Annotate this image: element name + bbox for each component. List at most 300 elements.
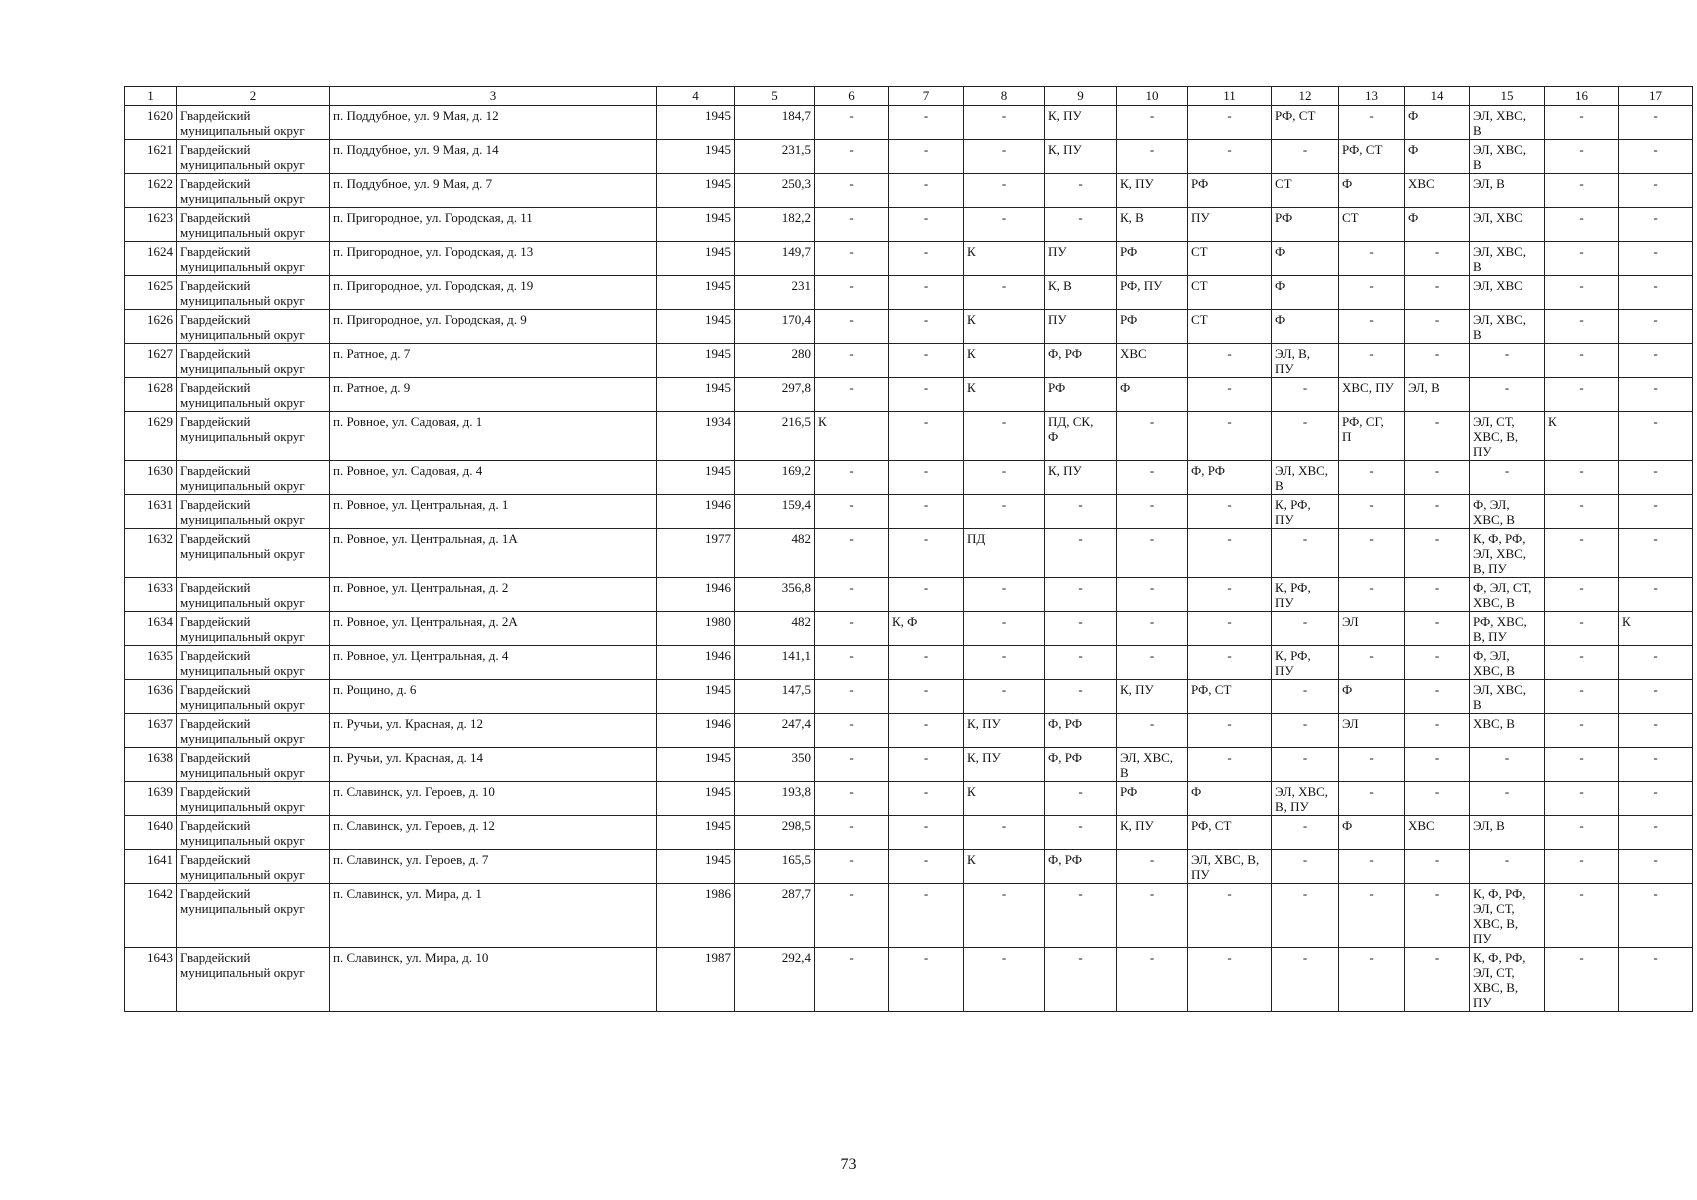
table-cell: РФ bbox=[1117, 782, 1188, 816]
table-cell: - bbox=[1545, 948, 1619, 1012]
table-cell: - bbox=[1272, 850, 1339, 884]
table-cell: ПУ bbox=[1188, 208, 1272, 242]
table-cell: п. Ратное, д. 9 bbox=[330, 378, 657, 412]
table-cell: 1945 bbox=[657, 208, 735, 242]
table-cell: 1628 bbox=[125, 378, 177, 412]
table-cell: - bbox=[1272, 412, 1339, 461]
table-cell: Гвардейский муниципальный округ bbox=[177, 948, 330, 1012]
table-cell: - bbox=[889, 680, 964, 714]
table-cell: Гвардейский муниципальный округ bbox=[177, 782, 330, 816]
table-cell: 1634 bbox=[125, 612, 177, 646]
table-cell: 165,5 bbox=[735, 850, 815, 884]
table-cell: К, Ф bbox=[889, 612, 964, 646]
table-cell: К, ПУ bbox=[964, 748, 1045, 782]
table-cell: - bbox=[815, 174, 889, 208]
table-cell: К bbox=[1619, 612, 1693, 646]
table-cell: 1643 bbox=[125, 948, 177, 1012]
table-cell: - bbox=[815, 276, 889, 310]
table-cell: Гвардейский муниципальный округ bbox=[177, 174, 330, 208]
table-cell: - bbox=[889, 850, 964, 884]
table-cell: К, ПУ bbox=[1045, 140, 1117, 174]
table-cell: - bbox=[1188, 714, 1272, 748]
table-cell: ЭЛ, В bbox=[1405, 378, 1470, 412]
table-cell: - bbox=[1470, 850, 1545, 884]
table-cell: 292,4 bbox=[735, 948, 815, 1012]
table-cell: п. Поддубное, ул. 9 Мая, д. 12 bbox=[330, 106, 657, 140]
table-cell: - bbox=[1339, 529, 1405, 578]
table-cell: 1980 bbox=[657, 612, 735, 646]
table-cell: ЭЛ, СТ, ХВС, В, ПУ bbox=[1470, 412, 1545, 461]
table-cell: - bbox=[1339, 748, 1405, 782]
table-cell: 1945 bbox=[657, 816, 735, 850]
table-cell: - bbox=[815, 578, 889, 612]
table-cell: - bbox=[1545, 276, 1619, 310]
table-cell: 1946 bbox=[657, 578, 735, 612]
table-cell: - bbox=[1188, 412, 1272, 461]
table-cell: - bbox=[1272, 378, 1339, 412]
table-cell: - bbox=[1545, 378, 1619, 412]
table-cell: - bbox=[1339, 782, 1405, 816]
table-cell: - bbox=[1272, 140, 1339, 174]
table-cell: - bbox=[964, 174, 1045, 208]
table-cell: - bbox=[889, 310, 964, 344]
table-cell: Ф, РФ bbox=[1045, 344, 1117, 378]
table-cell: Гвардейский муниципальный округ bbox=[177, 208, 330, 242]
table-cell: - bbox=[1405, 412, 1470, 461]
table-cell: - bbox=[1619, 948, 1693, 1012]
table-cell: - bbox=[1545, 344, 1619, 378]
table-cell: - bbox=[1619, 884, 1693, 948]
table-cell: 1977 bbox=[657, 529, 735, 578]
table-cell: Гвардейский муниципальный округ bbox=[177, 529, 330, 578]
table-cell: - bbox=[1545, 646, 1619, 680]
table-cell: РФ bbox=[1117, 310, 1188, 344]
column-header: 9 bbox=[1045, 87, 1117, 106]
table-cell: ХВС bbox=[1405, 816, 1470, 850]
table-cell: 1638 bbox=[125, 748, 177, 782]
table-cell: 1987 bbox=[657, 948, 735, 1012]
table-row bbox=[125, 174, 1693, 208]
table-cell: Ф, ЭЛ, ХВС, В bbox=[1470, 646, 1545, 680]
table-cell: 1633 bbox=[125, 578, 177, 612]
table-cell: - bbox=[1188, 495, 1272, 529]
table-cell: 159,4 bbox=[735, 495, 815, 529]
table-cell: РФ bbox=[1188, 174, 1272, 208]
table-cell: Гвардейский муниципальный округ bbox=[177, 276, 330, 310]
column-header: 6 bbox=[815, 87, 889, 106]
table-cell: 231 bbox=[735, 276, 815, 310]
table-cell: - bbox=[889, 748, 964, 782]
table-cell: - bbox=[1117, 948, 1188, 1012]
table-cell: 250,3 bbox=[735, 174, 815, 208]
table-cell: Ф, РФ bbox=[1188, 461, 1272, 495]
table-cell: - bbox=[815, 242, 889, 276]
table-cell: ЭЛ, В bbox=[1470, 816, 1545, 850]
table-cell: - bbox=[1117, 612, 1188, 646]
table-cell: К, ПУ bbox=[964, 714, 1045, 748]
table-cell: 1946 bbox=[657, 495, 735, 529]
table-cell: К bbox=[1545, 412, 1619, 461]
table-cell: - bbox=[1619, 714, 1693, 748]
table-cell: - bbox=[1619, 242, 1693, 276]
table-cell: п. Ровное, ул. Садовая, д. 1 bbox=[330, 412, 657, 461]
table-cell: п. Ровное, ул. Центральная, д. 1 bbox=[330, 495, 657, 529]
table-cell: - bbox=[815, 646, 889, 680]
table-cell: Гвардейский муниципальный округ bbox=[177, 748, 330, 782]
table-cell: п. Ручьи, ул. Красная, д. 12 bbox=[330, 714, 657, 748]
column-header: 13 bbox=[1339, 87, 1405, 106]
table-cell: - bbox=[815, 378, 889, 412]
table-cell: Гвардейский муниципальный округ bbox=[177, 310, 330, 344]
table-cell: ЭЛ, ХВС bbox=[1470, 208, 1545, 242]
table-cell: - bbox=[964, 208, 1045, 242]
table-cell: - bbox=[1619, 748, 1693, 782]
table-cell: Гвардейский муниципальный округ bbox=[177, 884, 330, 948]
table-cell: - bbox=[1619, 578, 1693, 612]
table-cell: 280 bbox=[735, 344, 815, 378]
table-cell: Гвардейский муниципальный округ bbox=[177, 140, 330, 174]
table-cell: - bbox=[1470, 782, 1545, 816]
table-cell: - bbox=[1188, 344, 1272, 378]
column-header: 2 bbox=[177, 87, 330, 106]
table-cell: - bbox=[1619, 140, 1693, 174]
table-cell: п. Ратное, д. 7 bbox=[330, 344, 657, 378]
table-cell: 1945 bbox=[657, 242, 735, 276]
table-cell: - bbox=[1188, 646, 1272, 680]
table-cell: СТ bbox=[1339, 208, 1405, 242]
table-cell: - bbox=[889, 884, 964, 948]
table-cell: СТ bbox=[1188, 242, 1272, 276]
table-cell: - bbox=[964, 412, 1045, 461]
table-row bbox=[125, 310, 1693, 344]
table-cell: - bbox=[1117, 646, 1188, 680]
table-cell: - bbox=[1117, 412, 1188, 461]
table-cell: - bbox=[1545, 529, 1619, 578]
table-cell: РФ bbox=[1272, 208, 1339, 242]
table-cell: Ф bbox=[1272, 310, 1339, 344]
table-cell: 287,7 bbox=[735, 884, 815, 948]
table-cell: Гвардейский муниципальный округ bbox=[177, 106, 330, 140]
table-cell: 356,8 bbox=[735, 578, 815, 612]
table-row bbox=[125, 782, 1693, 816]
table-cell: К, РФ, ПУ bbox=[1272, 646, 1339, 680]
table-cell: 184,7 bbox=[735, 106, 815, 140]
table-cell: - bbox=[1045, 948, 1117, 1012]
table-cell: ЭЛ, ХВС bbox=[1470, 276, 1545, 310]
table-cell: Ф bbox=[1405, 140, 1470, 174]
table-cell: РФ, ХВС, В, ПУ bbox=[1470, 612, 1545, 646]
table-row bbox=[125, 816, 1693, 850]
table-cell: 1945 bbox=[657, 748, 735, 782]
table-cell: - bbox=[1619, 310, 1693, 344]
column-header: 17 bbox=[1619, 87, 1693, 106]
table-cell: - bbox=[889, 816, 964, 850]
table-cell: К bbox=[964, 378, 1045, 412]
table-cell: Гвардейский муниципальный округ bbox=[177, 680, 330, 714]
table-cell: Ф bbox=[1117, 378, 1188, 412]
column-header: 3 bbox=[330, 87, 657, 106]
table-cell: РФ bbox=[1045, 378, 1117, 412]
table-cell: ЭЛ, В bbox=[1470, 174, 1545, 208]
table-cell: - bbox=[1405, 850, 1470, 884]
table-cell: - bbox=[1545, 310, 1619, 344]
table-cell: Гвардейский муниципальный округ bbox=[177, 495, 330, 529]
table-cell: - bbox=[1619, 208, 1693, 242]
table-cell: - bbox=[1117, 714, 1188, 748]
table-cell: - bbox=[1272, 948, 1339, 1012]
table-cell: К bbox=[815, 412, 889, 461]
table-cell: - bbox=[1339, 884, 1405, 948]
table-cell: - bbox=[1045, 578, 1117, 612]
table-cell: - bbox=[1405, 344, 1470, 378]
table-cell: - bbox=[1117, 578, 1188, 612]
table-cell: - bbox=[1619, 276, 1693, 310]
table-cell: К, ПУ bbox=[1117, 174, 1188, 208]
table-cell: - bbox=[1619, 816, 1693, 850]
table-cell: - bbox=[1045, 816, 1117, 850]
table-cell: 1623 bbox=[125, 208, 177, 242]
table-cell: 169,2 bbox=[735, 461, 815, 495]
table-cell: 141,1 bbox=[735, 646, 815, 680]
table-cell: - bbox=[1619, 174, 1693, 208]
table-cell: 1945 bbox=[657, 344, 735, 378]
table-cell: - bbox=[815, 310, 889, 344]
column-header: 5 bbox=[735, 87, 815, 106]
table-cell: ЭЛ, ХВС, В bbox=[1470, 140, 1545, 174]
table-cell: - bbox=[1405, 884, 1470, 948]
table-cell: Гвардейский муниципальный округ bbox=[177, 714, 330, 748]
table-cell: - bbox=[1545, 495, 1619, 529]
table-cell: - bbox=[1045, 208, 1117, 242]
table-cell: - bbox=[1117, 850, 1188, 884]
table-cell: СТ bbox=[1188, 310, 1272, 344]
table-cell: - bbox=[889, 461, 964, 495]
table-cell: - bbox=[1405, 310, 1470, 344]
table-cell: 1945 bbox=[657, 680, 735, 714]
table-cell: ЭЛ bbox=[1339, 612, 1405, 646]
table-cell: РФ, СГ, П bbox=[1339, 412, 1405, 461]
table-cell: СТ bbox=[1188, 276, 1272, 310]
table-cell: п. Поддубное, ул. 9 Мая, д. 14 bbox=[330, 140, 657, 174]
table-cell: - bbox=[1339, 344, 1405, 378]
table-cell: - bbox=[815, 344, 889, 378]
table-cell: 1945 bbox=[657, 140, 735, 174]
table-cell: - bbox=[815, 106, 889, 140]
table-cell: К bbox=[964, 344, 1045, 378]
table-cell: - bbox=[889, 578, 964, 612]
table-row bbox=[125, 276, 1693, 310]
table-cell: 1945 bbox=[657, 461, 735, 495]
table-cell: - bbox=[1339, 495, 1405, 529]
table-row bbox=[125, 106, 1693, 140]
table-header bbox=[125, 87, 1693, 106]
table-cell: 350 bbox=[735, 748, 815, 782]
table-cell: 1635 bbox=[125, 646, 177, 680]
table-cell: - bbox=[1045, 529, 1117, 578]
table-row bbox=[125, 208, 1693, 242]
table-cell: п. Ровное, ул. Центральная, д. 2 bbox=[330, 578, 657, 612]
table-cell: п. Ровное, ул. Центральная, д. 1А bbox=[330, 529, 657, 578]
table-cell: ЭЛ, ХВС, В bbox=[1272, 461, 1339, 495]
table-cell: К, ПУ bbox=[1117, 816, 1188, 850]
page-number: 73 bbox=[840, 1156, 857, 1173]
table-cell: Ф bbox=[1188, 782, 1272, 816]
table-cell: - bbox=[1188, 884, 1272, 948]
table-cell: К bbox=[964, 310, 1045, 344]
table-cell: - bbox=[815, 782, 889, 816]
table-cell: - bbox=[1188, 378, 1272, 412]
table-cell: - bbox=[1339, 242, 1405, 276]
table-cell: ЭЛ, ХВС, В bbox=[1470, 106, 1545, 140]
table-cell: - bbox=[889, 106, 964, 140]
table-cell: - bbox=[1272, 884, 1339, 948]
table-cell: - bbox=[1339, 948, 1405, 1012]
table-cell: - bbox=[1545, 612, 1619, 646]
table-cell: - bbox=[1117, 884, 1188, 948]
table-cell: 1625 bbox=[125, 276, 177, 310]
table-cell: РФ, СТ bbox=[1188, 816, 1272, 850]
table-row bbox=[125, 461, 1693, 495]
table-cell: п. Славинск, ул. Героев, д. 10 bbox=[330, 782, 657, 816]
table-cell: - bbox=[1619, 412, 1693, 461]
table-cell: - bbox=[1188, 948, 1272, 1012]
table-cell: 1627 bbox=[125, 344, 177, 378]
table-row bbox=[125, 242, 1693, 276]
table-cell: 1631 bbox=[125, 495, 177, 529]
table-cell: - bbox=[1045, 884, 1117, 948]
table-row bbox=[125, 612, 1693, 646]
table-cell: К, РФ, ПУ bbox=[1272, 495, 1339, 529]
table-row bbox=[125, 529, 1693, 578]
table-cell: - bbox=[1188, 529, 1272, 578]
table-cell: - bbox=[889, 344, 964, 378]
table-cell: 1986 bbox=[657, 884, 735, 948]
table-cell: - bbox=[1405, 242, 1470, 276]
table-cell: 1934 bbox=[657, 412, 735, 461]
table-cell: - bbox=[815, 884, 889, 948]
table-cell: Гвардейский муниципальный округ bbox=[177, 816, 330, 850]
table-row bbox=[125, 140, 1693, 174]
table-cell: 1945 bbox=[657, 106, 735, 140]
table-cell: - bbox=[815, 140, 889, 174]
table-row bbox=[125, 714, 1693, 748]
table-cell: - bbox=[1117, 461, 1188, 495]
table-cell: п. Ровное, ул. Центральная, д. 4 bbox=[330, 646, 657, 680]
table-cell: 298,5 bbox=[735, 816, 815, 850]
table-cell: - bbox=[1545, 174, 1619, 208]
table-cell: - bbox=[1045, 782, 1117, 816]
table-row bbox=[125, 948, 1693, 1012]
table-cell: - bbox=[1188, 612, 1272, 646]
table-body bbox=[125, 106, 1693, 1012]
table-cell: 147,5 bbox=[735, 680, 815, 714]
table-cell: 1641 bbox=[125, 850, 177, 884]
table-row bbox=[125, 578, 1693, 612]
table-cell: К, В bbox=[1117, 208, 1188, 242]
table-cell: - bbox=[1339, 850, 1405, 884]
table-cell: п. Пригородное, ул. Городская, д. 19 bbox=[330, 276, 657, 310]
table-cell: - bbox=[1470, 461, 1545, 495]
table-cell: ПУ bbox=[1045, 242, 1117, 276]
table-cell: 182,2 bbox=[735, 208, 815, 242]
table-cell: Ф bbox=[1339, 174, 1405, 208]
table-cell: - bbox=[964, 612, 1045, 646]
table-cell: п. Пригородное, ул. Городская, д. 13 bbox=[330, 242, 657, 276]
table-cell: - bbox=[1188, 578, 1272, 612]
table-row bbox=[125, 884, 1693, 948]
table-cell: Гвардейский муниципальный округ bbox=[177, 850, 330, 884]
table-cell: Ф bbox=[1272, 276, 1339, 310]
table-cell: - bbox=[1188, 106, 1272, 140]
table-cell: РФ, СТ bbox=[1339, 140, 1405, 174]
table-cell: - bbox=[1545, 461, 1619, 495]
table-cell: - bbox=[1619, 680, 1693, 714]
table-cell: - bbox=[1117, 140, 1188, 174]
table-cell: 170,4 bbox=[735, 310, 815, 344]
table-cell: - bbox=[1045, 680, 1117, 714]
table-cell: - bbox=[1545, 782, 1619, 816]
table-cell: - bbox=[1405, 714, 1470, 748]
table-cell: - bbox=[1545, 748, 1619, 782]
table-cell: 1945 bbox=[657, 276, 735, 310]
table-cell: 193,8 bbox=[735, 782, 815, 816]
column-header: 1 bbox=[125, 87, 177, 106]
table-cell: - bbox=[1545, 816, 1619, 850]
table-cell: - bbox=[815, 495, 889, 529]
table-cell: Гвардейский муниципальный округ bbox=[177, 461, 330, 495]
table-cell: - bbox=[1470, 748, 1545, 782]
table-cell: Гвардейский муниципальный округ bbox=[177, 412, 330, 461]
table-row bbox=[125, 378, 1693, 412]
table-cell: 1945 bbox=[657, 378, 735, 412]
table-cell: п. Пригородное, ул. Городская, д. 11 bbox=[330, 208, 657, 242]
table-cell: - bbox=[815, 612, 889, 646]
table-cell: Гвардейский муниципальный округ bbox=[177, 242, 330, 276]
table-cell: - bbox=[1045, 612, 1117, 646]
table-cell: - bbox=[1405, 276, 1470, 310]
table-cell: - bbox=[889, 242, 964, 276]
table-cell: - bbox=[1619, 782, 1693, 816]
table-cell: - bbox=[889, 646, 964, 680]
table-cell: - bbox=[815, 850, 889, 884]
table-cell: 1636 bbox=[125, 680, 177, 714]
table-cell: 1637 bbox=[125, 714, 177, 748]
table-cell: ПД bbox=[964, 529, 1045, 578]
column-header: 14 bbox=[1405, 87, 1470, 106]
table-cell: 1946 bbox=[657, 714, 735, 748]
table-cell: - bbox=[1339, 578, 1405, 612]
table-cell: - bbox=[1545, 680, 1619, 714]
table-cell: - bbox=[815, 680, 889, 714]
table-cell: - bbox=[1545, 242, 1619, 276]
table-cell: Ф bbox=[1272, 242, 1339, 276]
table-cell: - bbox=[889, 378, 964, 412]
table-cell: - bbox=[815, 816, 889, 850]
table-cell: Ф, РФ bbox=[1045, 714, 1117, 748]
table-cell: 482 bbox=[735, 612, 815, 646]
table-cell: К, Ф, РФ, ЭЛ, СТ, ХВС, В, ПУ bbox=[1470, 884, 1545, 948]
table-cell: 1640 bbox=[125, 816, 177, 850]
table-cell: - bbox=[889, 948, 964, 1012]
table-cell: ЭЛ, ХВС, В, ПУ bbox=[1272, 782, 1339, 816]
table-row bbox=[125, 495, 1693, 529]
table-cell: 216,5 bbox=[735, 412, 815, 461]
table-cell: - bbox=[964, 646, 1045, 680]
table-cell: - bbox=[1405, 529, 1470, 578]
table-cell: - bbox=[1405, 612, 1470, 646]
table-cell: 1630 bbox=[125, 461, 177, 495]
document-page bbox=[124, 86, 1672, 1012]
